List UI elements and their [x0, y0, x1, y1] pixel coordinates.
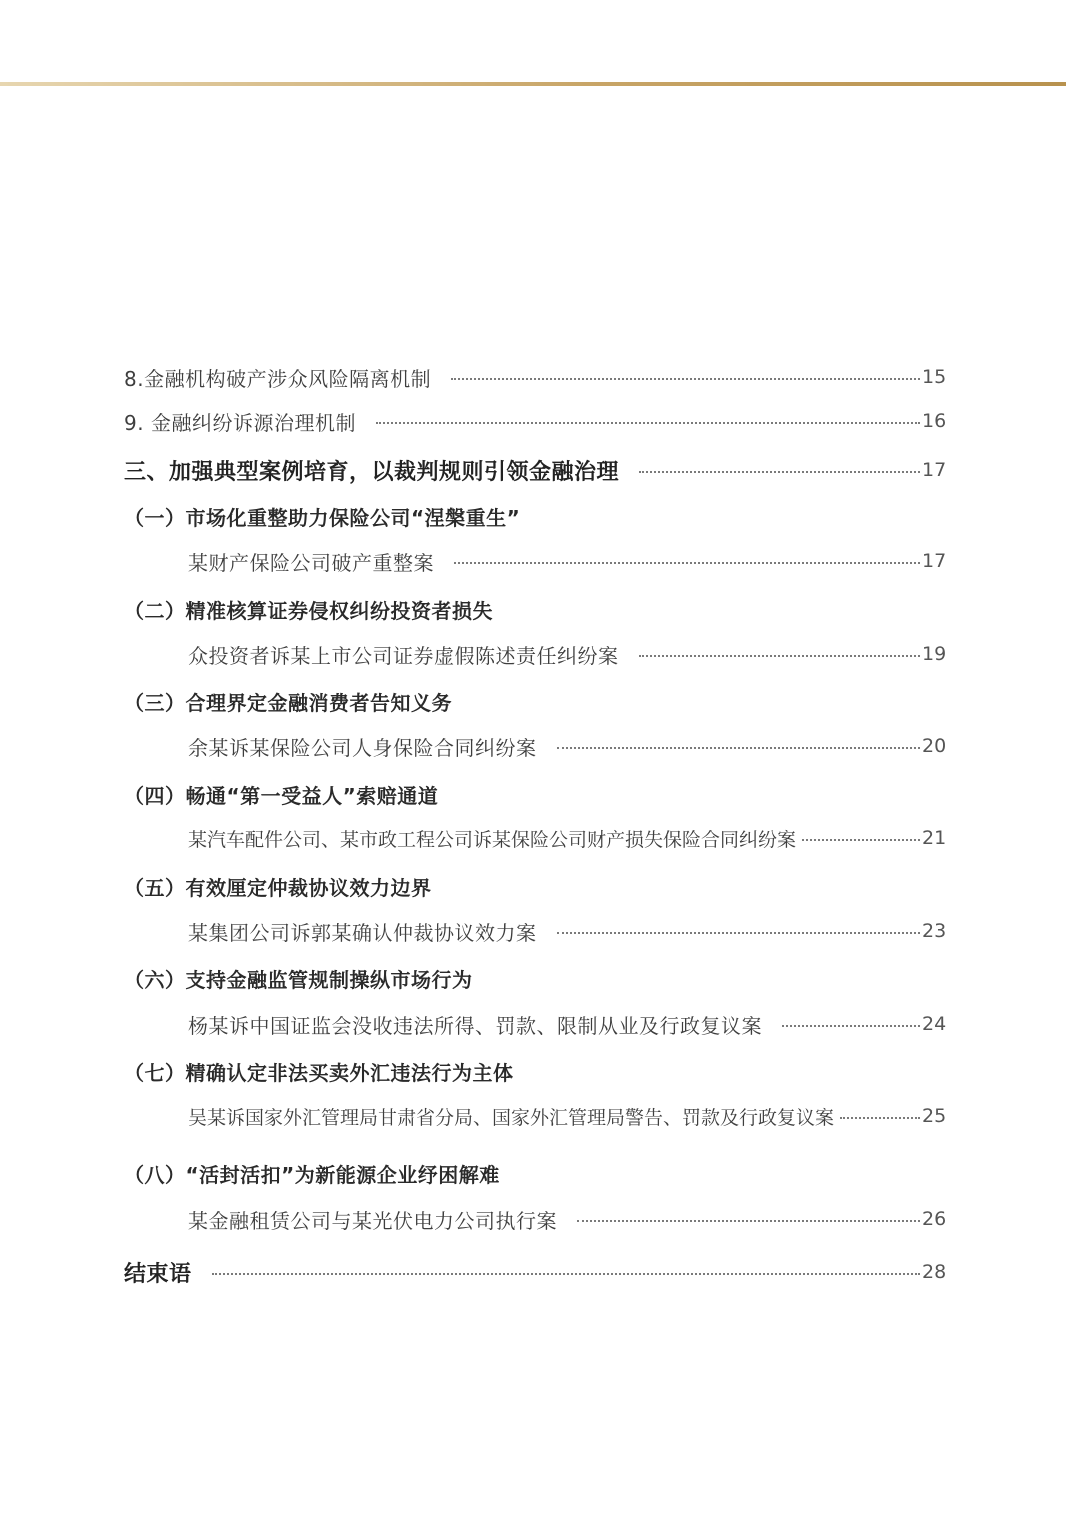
toc-subheading-3[interactable]: [124, 685, 946, 717]
toc-page-number: 26: [922, 1208, 947, 1230]
toc-subheading-2[interactable]: [124, 593, 946, 625]
toc-entry-case2[interactable]: [188, 638, 946, 670]
toc-page-number: 19: [922, 643, 947, 665]
toc-entry-conclusion[interactable]: [124, 1256, 946, 1288]
toc-entry-label: 某金融租赁公司与某光伏电力公司执行案: [188, 1208, 557, 1233]
toc-page-number: 24: [922, 1013, 947, 1035]
dot-leader: [376, 422, 920, 424]
toc-entry-label: 某汽车配件公司、某市政工程公司诉某保险公司财产损失保险合同纠纷案: [188, 828, 797, 851]
dot-leader: [212, 1273, 920, 1275]
toc-entry-case7[interactable]: [188, 1100, 946, 1132]
toc-page-number: 23: [922, 920, 947, 942]
toc-entry-case8[interactable]: [188, 1203, 946, 1235]
dot-leader: [639, 471, 920, 473]
toc-subheading-label: （五）有效厘定仲裁协议效力边界: [124, 875, 432, 900]
toc-entry-item8[interactable]: [124, 361, 946, 393]
toc-entry-case3[interactable]: [188, 730, 946, 762]
toc-entry-label: 9. 金融纠纷诉源治理机制: [124, 410, 356, 435]
toc-subheading-label: （七）精确认定非法买卖外汇违法行为主体: [124, 1060, 514, 1085]
toc-page-number: 17: [922, 550, 947, 572]
toc-page-number: 17: [922, 459, 947, 481]
toc-subheading-7[interactable]: [124, 1055, 946, 1087]
toc-entry-section3[interactable]: [124, 454, 946, 486]
dot-leader: [454, 562, 920, 564]
toc-entry-label: 8.金融机构破产涉众风险隔离机制: [124, 366, 432, 391]
toc-entry-label: 某集团公司诉郭某确认仲裁协议效力案: [188, 920, 537, 945]
toc-entry-case5[interactable]: [188, 915, 946, 947]
dot-leader: [840, 1117, 920, 1119]
toc-subheading-8[interactable]: [124, 1157, 946, 1189]
dot-leader: [557, 747, 921, 749]
dot-leader: [639, 655, 921, 657]
toc-subheading-label: （三）合理界定金融消费者告知义务: [124, 690, 452, 715]
dot-leader: [557, 932, 921, 934]
toc-page-number: 28: [922, 1261, 947, 1283]
toc-entry-label: 余某诉某保险公司人身保险合同纠纷案: [188, 735, 537, 760]
toc-subheading-6[interactable]: [124, 962, 946, 994]
toc-entry-case6[interactable]: [188, 1008, 946, 1040]
toc-entry-case4[interactable]: [188, 822, 946, 854]
toc-entry-label: 杨某诉中国证监会没收违法所得、罚款、限制从业及行政复议案: [188, 1013, 762, 1038]
toc-subheading-label: （二）精准核算证券侵权纠纷投资者损失: [124, 598, 493, 623]
dot-leader: [782, 1025, 920, 1027]
toc-section-heading: 三、加强典型案例培育，以裁判规则引领金融治理: [124, 459, 620, 485]
toc-entry-item9[interactable]: [124, 405, 946, 437]
toc-subheading-label: （四）畅通“第一受益人”索赔通道: [124, 783, 439, 808]
dot-leader: [451, 378, 920, 380]
toc-subheading-5[interactable]: [124, 870, 946, 902]
toc-entry-label: 某财产保险公司破产重整案: [188, 550, 434, 575]
toc-page-number: 25: [922, 1105, 947, 1127]
toc-entry-case1[interactable]: [188, 545, 946, 577]
dot-leader: [577, 1220, 920, 1222]
toc-subheading-label: （一）市场化重整助力保险公司“涅槃重生”: [124, 505, 521, 530]
toc-page-number: 15: [922, 366, 947, 388]
toc-entry-label: 众投资者诉某上市公司证券虚假陈述责任纠纷案: [188, 643, 619, 668]
dot-leader: [802, 839, 920, 841]
toc-subheading-4[interactable]: [124, 778, 946, 810]
toc-page-number: 21: [922, 827, 947, 849]
toc-entry-label: 吴某诉国家外汇管理局甘肃省分局、国家外汇管理局警告、罚款及行政复议案: [188, 1106, 835, 1129]
toc-subheading-1[interactable]: [124, 500, 946, 532]
toc-page-number: 20: [922, 735, 947, 757]
toc-page-number: 16: [922, 410, 947, 432]
toc-subheading-label: （八）“活封活扣”为新能源企业纾困解难: [124, 1162, 500, 1187]
toc-subheading-label: （六）支持金融监管规制操纵市场行为: [124, 967, 473, 992]
toc-section-heading: 结束语: [124, 1261, 192, 1287]
